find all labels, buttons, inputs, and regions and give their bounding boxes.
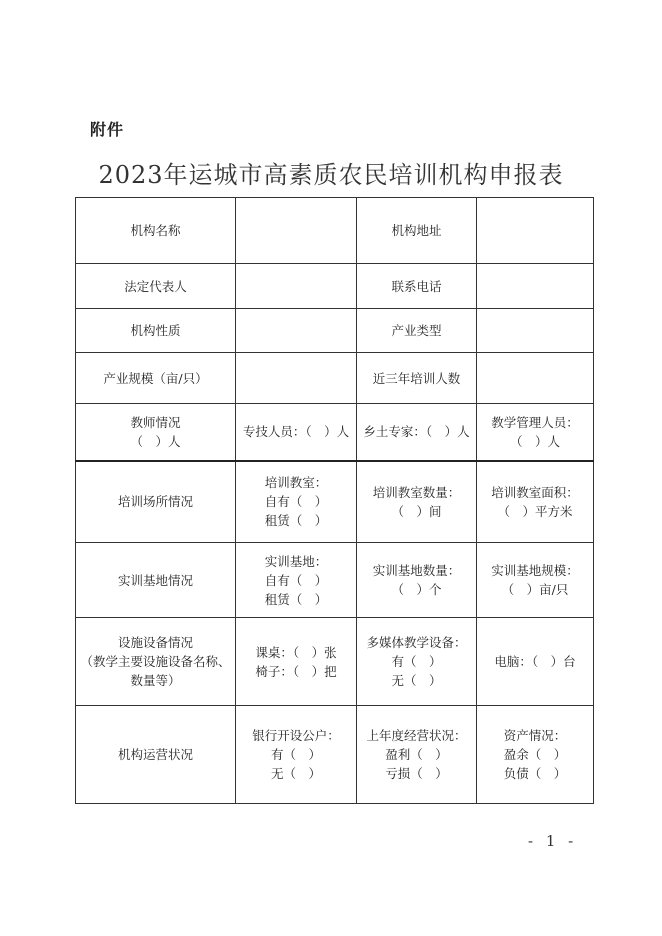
label-industry-type: 产业类型 xyxy=(357,309,477,353)
label-equipment-note: （教学主要设施设备名称、 xyxy=(80,654,231,669)
value-desks: 课桌：（ ）张 xyxy=(255,644,337,660)
value-base-scale: （ ）亩/只 xyxy=(501,582,569,597)
label-industry-scale: 产业规模（亩/只） xyxy=(76,353,236,404)
label-operation: 机构运营状况 xyxy=(76,706,236,804)
option-debt: 负债（ ） xyxy=(503,766,567,781)
label-equipment xyxy=(76,618,236,706)
field-base-scale[interactable] xyxy=(477,543,594,618)
field-teaching-managers[interactable] xyxy=(477,404,594,461)
field-furniture[interactable] xyxy=(236,618,357,706)
option-base-owned: 自有（ ） xyxy=(264,572,328,588)
option-bank-yes: 有（ ） xyxy=(270,747,321,762)
option-multimedia-yes: 有（ ） xyxy=(391,654,442,669)
value-chairs: 椅子：（ ）把 xyxy=(255,663,337,679)
option-base-rented: 租赁（ ） xyxy=(264,591,328,607)
field-last-year-status[interactable] xyxy=(357,706,477,804)
label-teachers-count: （ ）人 xyxy=(130,433,181,449)
label-trainees-three-years: 近三年培训人数 xyxy=(357,353,477,404)
field-contact-phone[interactable] xyxy=(477,264,594,309)
label-assets: 资产情况： xyxy=(503,728,567,743)
row-legal-representative xyxy=(76,264,594,309)
field-institution-address[interactable] xyxy=(477,198,594,264)
label-institution-nature: 机构性质 xyxy=(76,309,236,353)
label-base-scale: 实训基地规模： xyxy=(491,563,579,578)
form-title: 2023年运城市高素质农民培训机构申报表 xyxy=(98,161,564,189)
field-institution-nature[interactable] xyxy=(236,309,357,353)
field-bank-account[interactable] xyxy=(236,706,357,804)
label-classroom-area: 培训教室面积： xyxy=(491,484,579,500)
label-multimedia: 多媒体教学设备： xyxy=(366,635,467,650)
label-institution-address: 机构地址 xyxy=(357,198,477,264)
option-classroom-rented: 租赁（ ） xyxy=(264,513,328,529)
application-form-table xyxy=(75,197,594,804)
option-loss: 亏损（ ） xyxy=(385,766,448,781)
option-bank-no: 无（ ） xyxy=(270,766,321,781)
field-institution-name[interactable] xyxy=(236,198,357,264)
option-profit: 盈利（ ） xyxy=(385,747,448,762)
field-local-experts[interactable]: 乡土专家：（ ）人 xyxy=(357,404,477,461)
option-classroom-owned: 自有（ ） xyxy=(264,494,328,510)
field-industry-type[interactable] xyxy=(477,309,594,353)
field-classroom-ownership[interactable] xyxy=(236,461,357,543)
label-legal-representative: 法定代表人 xyxy=(76,264,236,309)
label-practice-base: 实训基地情况 xyxy=(76,543,236,618)
attachment-label: 附件 xyxy=(90,120,125,139)
row-operation xyxy=(76,706,594,804)
label-teachers xyxy=(76,404,236,461)
row-institution-nature xyxy=(76,309,594,353)
field-assets[interactable] xyxy=(477,706,594,804)
option-surplus: 盈余（ ） xyxy=(503,747,567,762)
label-institution-name: 机构名称 xyxy=(76,198,236,264)
row-teachers xyxy=(76,404,594,461)
label-last-year-status: 上年度经营状况： xyxy=(366,728,467,743)
label-base: 实训基地： xyxy=(264,553,328,569)
label-base-count: 实训基地数量： xyxy=(372,563,461,578)
field-base-ownership[interactable] xyxy=(236,543,357,618)
label-teachers-title: 教师情况 xyxy=(130,414,181,430)
row-industry-scale xyxy=(76,353,594,404)
value-classroom-area: （ ）平方米 xyxy=(497,503,573,519)
row-practice-base xyxy=(76,543,594,618)
label-contact-phone: 联系电话 xyxy=(357,264,477,309)
label-classroom: 培训教室： xyxy=(264,475,328,491)
row-training-site xyxy=(76,461,594,543)
field-base-count[interactable] xyxy=(357,543,477,618)
row-equipment xyxy=(76,618,594,706)
option-multimedia-no: 无（ ） xyxy=(391,673,442,688)
field-computers[interactable]: 电脑：（ ）台 xyxy=(477,618,594,706)
field-classroom-area[interactable] xyxy=(477,461,594,543)
row-institution-name xyxy=(76,198,594,264)
field-legal-representative[interactable] xyxy=(236,264,357,309)
label-classroom-count: 培训教室数量： xyxy=(372,484,461,500)
field-professional-staff[interactable]: 专技人员：（ ）人 xyxy=(236,404,357,461)
field-trainees-three-years[interactable] xyxy=(477,353,594,404)
value-teaching-managers: （ ）人 xyxy=(509,433,560,449)
label-teaching-managers: 教学管理人员： xyxy=(491,414,579,430)
value-classroom-count: （ ）间 xyxy=(391,503,442,519)
label-equipment-title: 设施设备情况 xyxy=(117,635,193,650)
label-training-site: 培训场所情况 xyxy=(76,461,236,543)
page-number: - 1 - xyxy=(528,832,578,850)
value-base-count: （ ）个 xyxy=(391,582,442,597)
field-industry-scale[interactable] xyxy=(236,353,357,404)
field-classroom-count[interactable] xyxy=(357,461,477,543)
field-multimedia[interactable] xyxy=(357,618,477,706)
label-equipment-note-end: 数量等） xyxy=(130,673,181,688)
label-bank-account: 银行开设公户： xyxy=(252,728,340,743)
